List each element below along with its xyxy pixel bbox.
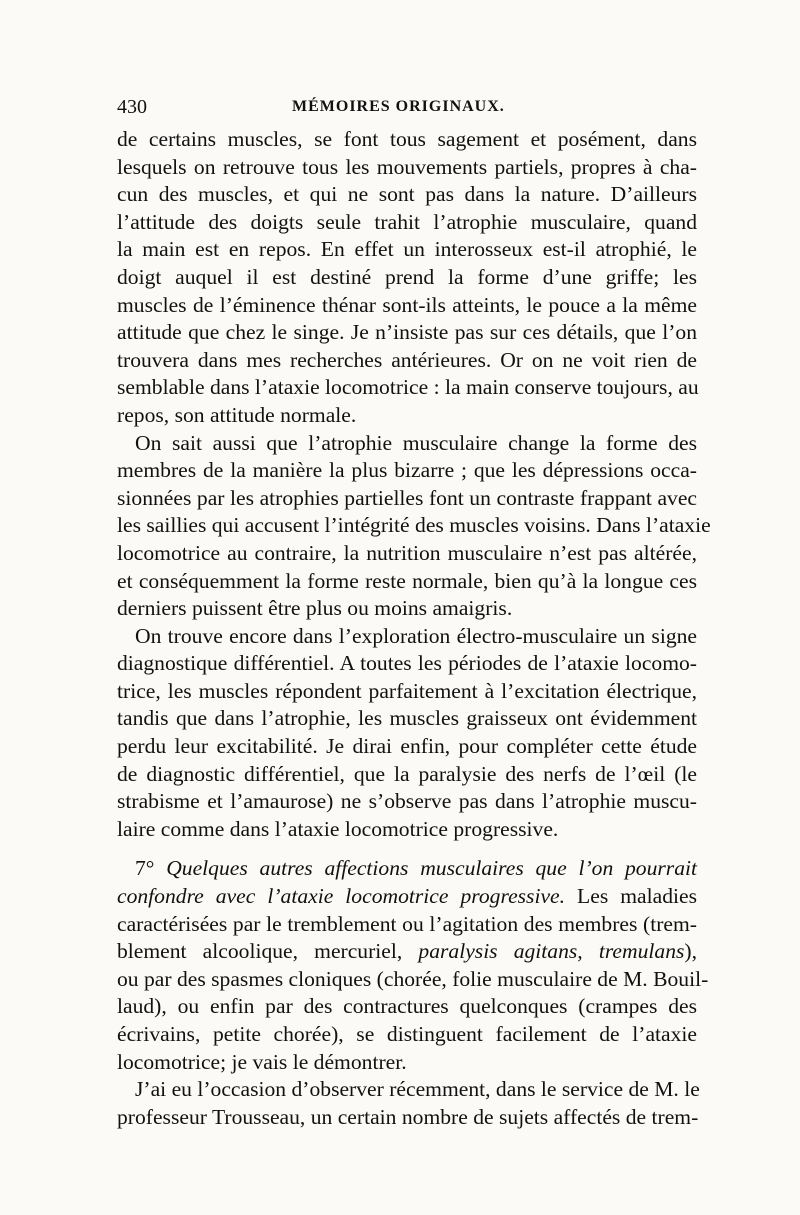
text-line: laire comme dans l’ataxie locomotrice progressive. xyxy=(117,816,559,841)
text-line: tandis que dans l’atrophie, les muscles graisseux ont évidemment xyxy=(117,706,697,731)
text-line: blement alcoolique, mercuriel, paralysis agitans, tremulans), xyxy=(117,939,697,964)
text-line: trouvera dans mes recherches antérieures. Or on ne voit rien de xyxy=(117,347,697,372)
text-line: locomotrice; je vais le démontrer. xyxy=(117,1049,407,1074)
text-line: doigt auquel il est destiné prend la forme d’une griffe; les xyxy=(117,264,697,289)
page-number: 430 xyxy=(117,96,147,118)
section-heading-line: 7° Quelques autres affections musculaires que l’on pourrait xyxy=(135,856,697,881)
text-line: J’ai eu l’occasion d’observer récemment, dans le service de M. le xyxy=(135,1077,700,1102)
text-line: caractérisées par le tremblement ou l’agitation des membres (trem- xyxy=(117,911,697,936)
text-line: ou par des spasmes cloniques (chorée, folie musculaire de M. Bouil- xyxy=(117,966,709,991)
text-line: laud), ou enfin par des contractures quelconques (crampes des xyxy=(117,994,697,1019)
text-line: écrivains, petite chorée), se distinguent facilement de l’ataxie xyxy=(117,1022,697,1046)
running-title: MÉMOIRES ORIGINAUX. xyxy=(292,98,505,115)
text-line: cun des muscles, et qui ne sont pas dans la nature. D’ailleurs xyxy=(117,182,697,207)
text-line: trice, les muscles répondent parfaitement à l’excitation électrique, xyxy=(117,678,697,703)
text-line: attitude que chez le singe. Je n’insiste pas sur ces détails, que l’on xyxy=(117,320,697,345)
page-body xyxy=(117,126,711,1131)
text-line: membres de la manière la plus bizarre ; que les dépressions occa- xyxy=(117,458,697,483)
text-line: strabisme et l’amaurose) ne s’observe pas dans l’atrophie muscu- xyxy=(117,789,697,814)
section-heading-line: confondre avec l’ataxie locomotrice progressive. Les maladies xyxy=(117,884,697,909)
text-line: derniers puissent être plus ou moins amaigris. xyxy=(117,596,513,621)
italic-text: paralysis agitans, tremulans xyxy=(418,939,685,964)
text-line: lesquels on retrouve tous les mouvements partiels, propres à cha- xyxy=(117,154,697,179)
section-spacer xyxy=(117,843,697,855)
text-line: On trouve encore dans l’exploration électro-musculaire un signe xyxy=(135,623,697,648)
text-line: la main est en repos. En effet un interosseux est-il atrophié, le xyxy=(117,237,697,262)
text-line: les saillies qui accusent l’intégrité des muscles voisins. Dans l’ataxie xyxy=(117,513,711,538)
text-line: muscles de l’éminence thénar sont-ils atteints, le pouce a la même xyxy=(117,292,697,317)
italic-text: Quelques autres affections musculaires que l’on pourrait xyxy=(166,856,697,881)
text-line: de certains muscles, se font tous sagement et posément, dans xyxy=(117,127,697,151)
text-line: diagnostique différentiel. A toutes les périodes de l’ataxie locomo- xyxy=(117,651,697,676)
text-line: l’attitude des doigts seule trahit l’atrophie musculaire, quand xyxy=(117,209,697,234)
text-line: On sait aussi que l’atrophie musculaire change la forme des xyxy=(135,430,697,455)
text-line: de diagnostic différentiel, que la paralysie des nerfs de l’œil (le xyxy=(117,761,697,786)
text-line: repos, son attitude normale. xyxy=(117,402,357,427)
text-line: perdu leur excitabilité. Je dirai enfin, pour compléter cette étude xyxy=(117,734,697,759)
italic-text: confondre avec l’ataxie locomotrice progressive. xyxy=(117,884,566,909)
text-line: professeur Trousseau, un certain nombre de sujets affectés de trem- xyxy=(117,1104,699,1129)
text-line: sionnées par les atrophies partielles font un contraste frappant avec xyxy=(117,485,697,510)
text-line: et conséquemment la forme reste normale, bien qu’à la longue ces xyxy=(117,568,697,593)
page-header xyxy=(117,96,697,124)
text-line: semblable dans l’ataxie locomotrice : la main conserve toujours, au xyxy=(117,375,699,400)
text-line: locomotrice au contraire, la nutrition musculaire n’est pas altérée, xyxy=(117,540,697,565)
